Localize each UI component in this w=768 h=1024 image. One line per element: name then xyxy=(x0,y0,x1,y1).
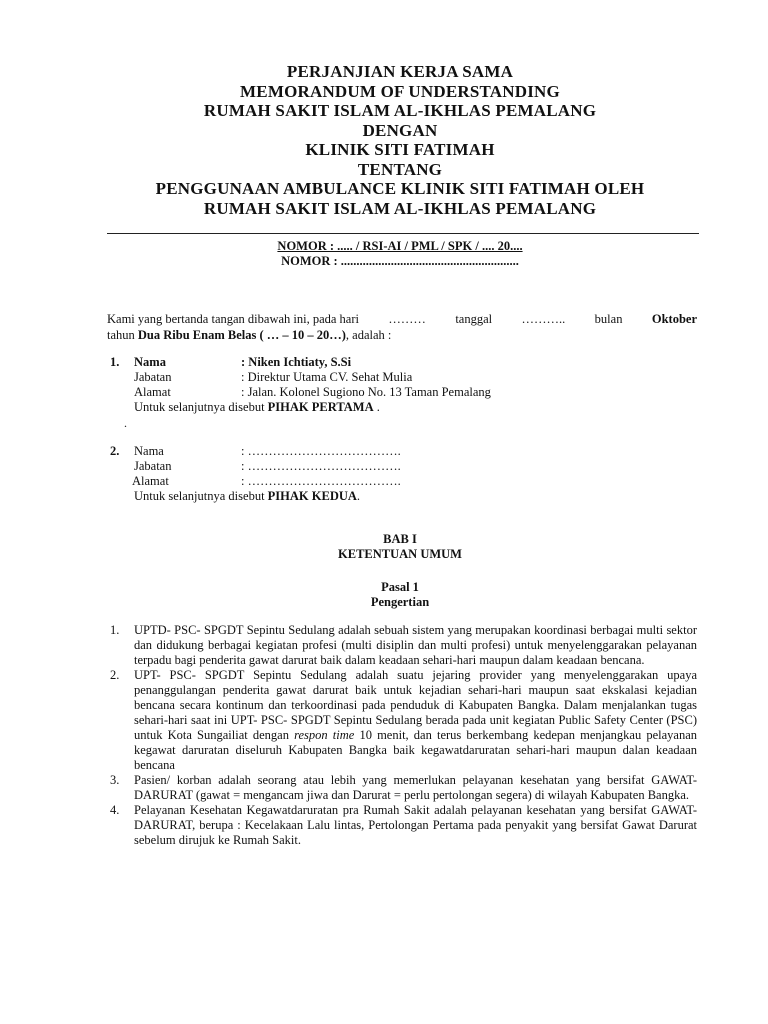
party-note xyxy=(134,400,380,415)
definitions-list xyxy=(107,623,697,848)
title-divider xyxy=(107,233,699,234)
intro-day-blank: ……… xyxy=(388,312,426,326)
list-item-text-part: UPT- PSC- SPGDT Sepintu Sedulang adalah suatu jejaring provider yang menyelenggarakan upaya penanggulangan penderita gawat darurat baik untuk kejadian sehari-hari maupun saat ekskalasi kejadian bencana secara kontinum dan terkoordinasi pada penduduk di Kabupaten Bangka. Dalam menjalankan tugas sehari-hari saat ini UPT- PSC- SPGDT Sepintu Sedulang berada pada unit kegiatan Public Safety Center (PSC) untuk Kota Sungailiat dengan xyxy=(134,668,697,742)
intro-paragraph xyxy=(107,311,697,343)
party-row-nama xyxy=(107,444,697,459)
intro-text: tanggal xyxy=(455,312,493,326)
intro-text: , adalah : xyxy=(345,328,392,342)
list-item-text-part: 10 menit, dan terus berkembang kedepan menjangkau pelayanan kegawat daruratan diseluruh Kabupaten Bangka baik kegawatdaruratan sehari-hari maupun dalan keadaan bencana xyxy=(134,728,697,772)
party-note-text: Untuk selanjutnya disebut xyxy=(134,400,268,414)
chapter-number: BAB I xyxy=(383,532,417,546)
party-label: Jabatan xyxy=(134,459,172,473)
party-number: 2. xyxy=(110,444,120,458)
party-note xyxy=(134,489,360,504)
party-value: : ………………………………. xyxy=(241,444,401,458)
intro-date-numeric: ( … – 10 – 20…) xyxy=(256,328,346,342)
list-item-number: 4. xyxy=(110,803,120,817)
title-line: PERJANJIAN KERJA SAMA xyxy=(286,62,514,81)
list-item-text: UPTD- PSC- SPGDT Sepintu Sedulang adalah sebuah sistem yang merupakan koordinasi berbagai multi sektor dan didukung berbagai kegiatan profesi (multi disiplin dan multi profesi) untuk menyelenggarakan pelayanan terpadu bagi penderita gawat darurat baik dalam keadaan sehari-hari maupun dalam keadaan bencana. xyxy=(134,623,697,667)
party-row-jabatan xyxy=(107,459,697,474)
article-title: Pengertian xyxy=(370,595,430,609)
list-item xyxy=(107,668,697,773)
list-item xyxy=(107,773,697,803)
party-row-note xyxy=(107,489,697,504)
party-row-alamat xyxy=(107,385,697,400)
intro-text: bulan xyxy=(594,312,623,326)
document-title xyxy=(60,62,740,218)
party-value: : Jalan. Kolonel Sugiono No. 13 Taman Pemalang xyxy=(241,385,491,399)
document-number xyxy=(60,239,740,269)
party-note-end: . xyxy=(373,400,380,414)
list-item-text xyxy=(134,668,697,773)
party-designation: PIHAK PERTAMA xyxy=(267,400,374,414)
article-heading xyxy=(60,580,740,610)
chapter-title: KETENTUAN UMUM xyxy=(338,547,462,561)
intro-text: tahun xyxy=(107,328,135,342)
intro-date-blank: ……….. xyxy=(521,312,566,326)
intro-year: Dua Ribu Enam Belas xyxy=(137,328,257,342)
article-number: Pasal 1 xyxy=(381,580,419,594)
party-first xyxy=(107,355,697,415)
party-label: Jabatan xyxy=(134,370,172,384)
title-line: RUMAH SAKIT ISLAM AL-IKHLAS PEMALANG xyxy=(203,101,597,120)
intro-line-2 xyxy=(107,327,697,343)
title-line: MEMORANDUM OF UNDERSTANDING xyxy=(240,81,560,101)
party-row-jabatan xyxy=(107,370,697,385)
chapter-heading xyxy=(60,532,740,562)
party-note-text: Untuk selanjutnya disebut xyxy=(134,489,268,503)
party-second xyxy=(107,444,697,504)
party-label: Alamat xyxy=(134,385,171,399)
list-item-number: 3. xyxy=(110,773,120,787)
title-line: DENGAN xyxy=(362,120,438,140)
list-item-text: Pasien/ korban adalah seorang atau lebih yang memerlukan pelayanan kesehatan yang bersifat GAWAT-DARURAT (gawat = mengancam jiwa dan Darurat = perlu pertolongan segera) di wilayah Kabupaten Bangka. xyxy=(134,773,697,802)
party-value: : Niken Ichtiaty, S.Si xyxy=(241,355,352,369)
party-value: : ………………………………. xyxy=(241,459,401,473)
intro-text: Kami yang bertanda tangan dibawah ini, pada hari xyxy=(107,312,359,326)
nomor-line-1: NOMOR : ..... / RSI-AI / PML / SPK / .... 20.... xyxy=(277,239,523,253)
list-item-text: Pelayanan Kesehatan Kegawatdaruratan pra Rumah Sakit adalah pelayanan kesehatan yang bersifat GAWAT-DARURAT, berupa : Kecelakaan Lalu lintas, Pertolongan Pertama pada penyakit yang bersifat Gawat Darurat sebelum dirujuk ke Rumah Sakit. xyxy=(134,803,697,847)
stray-dot: . xyxy=(124,416,127,430)
list-item-number: 2. xyxy=(110,668,120,682)
party-row-alamat xyxy=(107,474,697,489)
title-line: KLINIK SITI FATIMAH xyxy=(305,140,495,159)
title-line: TENTANG xyxy=(357,159,443,179)
intro-month: Oktober xyxy=(651,312,697,326)
party-label: Nama xyxy=(134,444,164,458)
title-line: PENGGUNAAN AMBULANCE KLINIK SITI FATIMAH OLEH xyxy=(155,179,645,198)
party-designation: PIHAK KEDUA xyxy=(267,489,357,503)
nomor-line-2: NOMOR : ......................................................... xyxy=(281,254,519,268)
list-item xyxy=(107,803,697,848)
list-item-italic-term: respon time xyxy=(294,728,355,742)
party-label: Nama xyxy=(134,355,166,369)
title-line: RUMAH SAKIT ISLAM AL-IKHLAS PEMALANG xyxy=(203,198,597,218)
list-item xyxy=(107,623,697,668)
party-note-end: . xyxy=(356,489,361,503)
party-row-nama xyxy=(107,355,697,370)
party-value: : Direktur Utama CV. Sehat Mulia xyxy=(241,370,413,384)
intro-line-1 xyxy=(107,311,697,327)
list-item-number: 1. xyxy=(110,623,120,637)
party-label: Alamat xyxy=(132,474,169,488)
party-number: 1. xyxy=(110,355,120,369)
party-row-note xyxy=(107,400,697,415)
party-value: : ………………………………. xyxy=(241,474,401,488)
